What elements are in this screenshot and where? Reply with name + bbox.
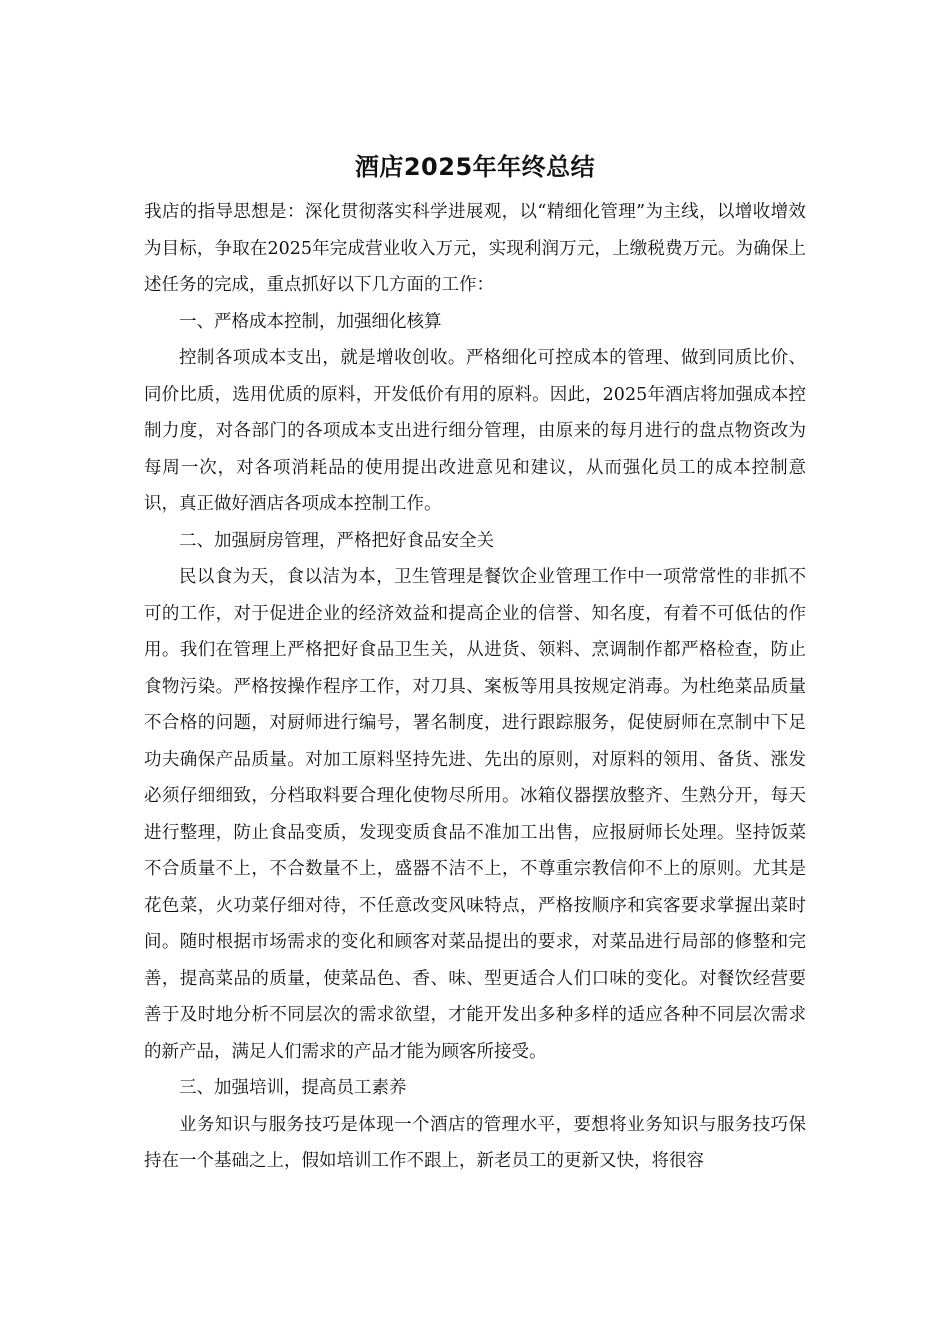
- document-title: 酒店2025年年终总结: [354, 153, 596, 181]
- section-heading-training: 三、加强培训，提高员工素养: [179, 1078, 407, 1098]
- section-heading-kitchen-management: 二、加强厨房管理，严格把好食品安全关: [179, 530, 494, 551]
- intro-paragraph: 我店的指导思想是：深化贯彻落实科学进展观，以“精细化管理”为主线，以增收增效为目标，争取在2025年完成营业收入万元，实现利润万元，上缴税费万元。为确保上述任务的完成，重点抓好以下几方面的工作：: [144, 202, 806, 295]
- cost-control-paragraph: 控制各项成本支出，就是增收创收。严格细化可控成本的管理、做到同质比价、同价比质，选用优质的原料，开发低价有用的原料。因此，2025年酒店将加强成本控制力度，对各部门的各项成本支出进行细分管理，由原来的每月进行的盘点物资改为每周一次，对各项消耗品的使用提出改进意见和建议，从而强化员工的成本控制意识，真正做好酒店各项成本控制工作。: [144, 348, 806, 514]
- kitchen-management-paragraph: 民以食为天，食以洁为本，卫生管理是餐饮企业管理工作中一项常常性的非抓不可的工作，对于促进企业的经济效益和提高企业的信誉、知名度，有着不可低估的作用。我们在管理上严格把好食品卫生关，从进货、领料、烹调制作都严格检查，防止食物污染。严格按操作程序工作，对刀具、案板等用具按规定消毒。为杜绝菜品质量不合格的问题，对厨师进行编号，署名制度，进行跟踪服务，促使厨师在烹制中下足功夫确保产品质量。对加工原料坚持先进、先出的原则，对原料的领用、备货、涨发必须仔细细致，分档取料要合理化使物尽所用。冰箱仪器摆放整齐、生熟分开，每天进行整理，防止食品变质，发现变质食品不准加工出售，应报厨师长处理。坚持饭菜不合质量不上，不合数量不上，盛器不洁不上，不尊重宗教信仰不上的原则。尤其是花色菜，火功菜仔细对待，不任意改变风味特点，严格按顺序和宾客要求掌握出菜时间。随时根据市场需求的变化和顾客对菜品提出的要求，对菜品进行局部的修整和完善，提高菜品的质量，使菜品色、香、味、型更适合人们口味的变化。对餐饮经营要善于及时地分析不同层次的需求欲望，才能开发出多种多样的适应各种不同层次需求的新产品，满足人们需求的产品才能为顾客所接受。: [144, 567, 806, 1062]
- training-paragraph: 业务知识与服务技巧是体现一个酒店的管理水平，要想将业务知识与服务技巧保持在一个基础之上，假如培训工作不跟上，新老员工的更新又快，将很容: [144, 1114, 806, 1171]
- section-heading-cost-control: 一、严格成本控制，加强细化核算: [179, 311, 442, 332]
- document-body: [144, 150, 806, 1180]
